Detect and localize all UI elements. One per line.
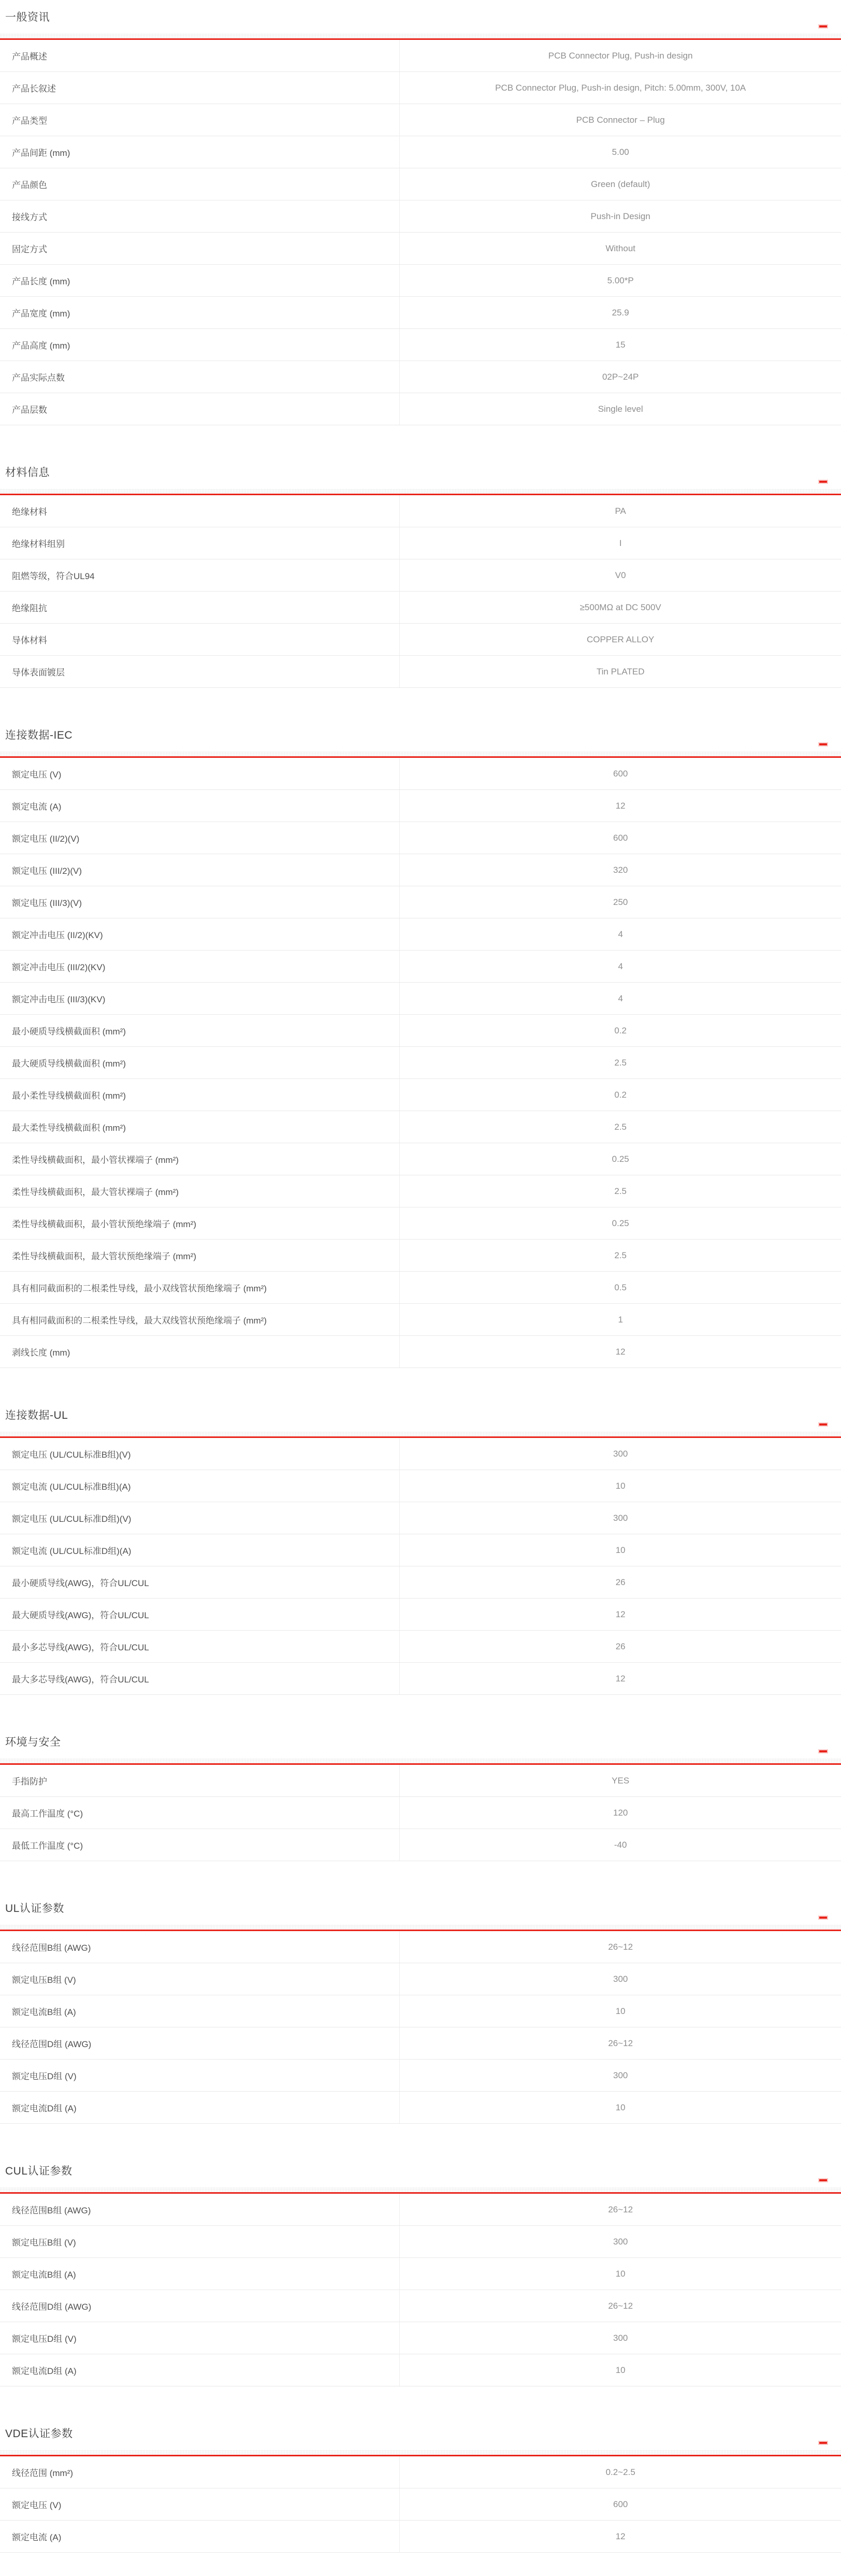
section-header (0, 1408, 841, 1423)
row-label: 产品长叙述 (12, 84, 56, 94)
row-label: 最小硬质导线(AWG)，符合UL/CUL (12, 1578, 149, 1588)
row-value: Push-in Design (399, 200, 841, 232)
section-header (0, 728, 841, 743)
row-label: 产品颜色 (12, 180, 47, 190)
row-value: 2.5 (399, 1047, 841, 1078)
row-label: 额定电流 (A) (12, 2532, 62, 2542)
row-value: 0.25 (399, 1143, 841, 1175)
table-row (0, 656, 841, 688)
row-label: 具有相同截面积的二根柔性导线，最大双线管状预绝缘端子 (mm²) (12, 1316, 267, 1326)
row-value: I (399, 527, 841, 559)
table-row (0, 624, 841, 656)
table-row (0, 822, 841, 854)
row-value: 120 (399, 1797, 841, 1829)
table-row (0, 393, 841, 425)
table-row (0, 2354, 841, 2386)
stripe-band (0, 2450, 841, 2455)
row-value: 600 (399, 758, 841, 789)
row-label: 线径范围B组 (AWG) (12, 2206, 91, 2215)
table-row (0, 758, 841, 790)
table-row (0, 200, 841, 233)
row-value: 250 (399, 886, 841, 918)
row-label: 固定方式 (12, 244, 47, 254)
row-label: 额定电压 (III/3)(V) (12, 898, 82, 908)
table-row (0, 1015, 841, 1047)
row-label: 额定电压 (V) (12, 770, 62, 780)
row-value: 5.00 (399, 136, 841, 168)
table-row (0, 1502, 841, 1534)
row-label: 产品层数 (12, 405, 47, 415)
row-value: 320 (399, 854, 841, 886)
row-label: 额定电流B组 (A) (12, 2007, 76, 2017)
table-row (0, 495, 841, 527)
table-row (0, 1175, 841, 1207)
row-label: 最大硬质导线(AWG)，符合UL/CUL (12, 1610, 149, 1620)
row-value: 10 (399, 1470, 841, 1502)
row-value: PCB Connector – Plug (399, 104, 841, 136)
table-row (0, 2521, 841, 2553)
row-label: 额定电压 (V) (12, 2500, 62, 2510)
spec-section (0, 1902, 841, 2124)
table-row (0, 1995, 841, 2027)
table-row (0, 854, 841, 886)
row-value: 12 (399, 1599, 841, 1630)
row-label: 额定电流D组 (A) (12, 2366, 77, 2376)
table-row (0, 1566, 841, 1599)
collapse-minus-icon[interactable] (819, 1750, 827, 1752)
row-value: -40 (399, 1829, 841, 1861)
table-row (0, 2258, 841, 2290)
row-value: 10 (399, 1534, 841, 1566)
spec-section (0, 1408, 841, 1695)
row-value: YES (399, 1765, 841, 1796)
collapse-minus-icon[interactable] (819, 2179, 827, 2181)
table-row (0, 886, 841, 918)
collapse-minus-icon[interactable] (819, 25, 827, 27)
table-row (0, 592, 841, 624)
table-row (0, 136, 841, 168)
row-value: 4 (399, 983, 841, 1014)
row-value: 300 (399, 1963, 841, 1995)
row-label: 额定电压 (II/2)(V) (12, 834, 80, 844)
row-value: 10 (399, 1995, 841, 2027)
table-row (0, 1438, 841, 1470)
row-label: 额定电压D组 (V) (12, 2071, 77, 2081)
table-row (0, 297, 841, 329)
table-row (0, 2488, 841, 2521)
spec-table (0, 2455, 841, 2553)
table-row (0, 1829, 841, 1861)
row-label: 额定电压B组 (V) (12, 2238, 76, 2248)
stripe-band (0, 1432, 841, 1436)
table-row (0, 233, 841, 265)
row-label: 绝缘材料组别 (12, 539, 65, 549)
row-label: 额定电流D组 (A) (12, 2104, 77, 2113)
row-label: 最大多芯导线(AWG)，符合UL/CUL (12, 1675, 149, 1685)
row-label: 额定电压B组 (V) (12, 1975, 76, 1985)
table-row (0, 1534, 841, 1566)
stripe-band (0, 1925, 841, 1930)
row-label: 手指防护 (12, 1777, 47, 1787)
row-value: 2.5 (399, 1240, 841, 1271)
row-value: 26 (399, 1566, 841, 1598)
table-row (0, 2322, 841, 2354)
section-title: CUL认证参数 (5, 2165, 72, 2177)
row-label: 具有相同截面积的二根柔性导线，最小双线管状预绝缘端子 (mm²) (12, 1284, 267, 1293)
table-row (0, 1079, 841, 1111)
table-row (0, 1663, 841, 1695)
table-row (0, 2456, 841, 2488)
row-label: 柔性导线横截面积，最小管状裸端子 (mm²) (12, 1155, 179, 1165)
spec-table (0, 756, 841, 1368)
section-header (0, 1902, 841, 1916)
row-label: 导体表面镀层 (12, 668, 65, 678)
spec-table (0, 494, 841, 688)
row-value: Green (default) (399, 168, 841, 200)
row-label: 最小多芯导线(AWG)，符合UL/CUL (12, 1643, 149, 1652)
row-value: 26~12 (399, 2027, 841, 2059)
table-row (0, 1631, 841, 1663)
collapse-minus-icon[interactable] (819, 481, 827, 483)
section-header (0, 2164, 841, 2179)
row-label: 柔性导线横截面积，最小管状预绝缘端子 (mm²) (12, 1219, 197, 1229)
row-value: V0 (399, 559, 841, 591)
stripe-band (0, 2188, 841, 2192)
section-title: 一般资讯 (5, 11, 50, 23)
table-row (0, 1047, 841, 1079)
table-row (0, 1470, 841, 1502)
row-value: 26 (399, 1631, 841, 1662)
row-label: 额定电压 (UL/CUL标准B组)(V) (12, 1450, 131, 1460)
section-title: 连接数据-IEC (5, 729, 72, 741)
table-row (0, 2194, 841, 2226)
row-value: 2.5 (399, 1111, 841, 1143)
row-label: 最高工作温度 (°C) (12, 1809, 83, 1819)
row-value: Tin PLATED (399, 656, 841, 687)
table-row (0, 2060, 841, 2092)
stripe-band (0, 34, 841, 38)
row-value: 0.2~2.5 (399, 2456, 841, 2488)
table-row (0, 1207, 841, 1240)
table-row (0, 1599, 841, 1631)
row-value: 600 (399, 822, 841, 854)
collapse-minus-icon[interactable] (819, 1917, 827, 1919)
table-row (0, 1304, 841, 1336)
table-row (0, 1963, 841, 1995)
stripe-band (0, 489, 841, 494)
row-value: 0.2 (399, 1015, 841, 1046)
row-value: 300 (399, 1502, 841, 1534)
row-label: 额定电流 (UL/CUL标准D组)(A) (12, 1546, 132, 1556)
table-row (0, 2290, 841, 2322)
spec-table (0, 1930, 841, 2124)
row-label: 最低工作温度 (°C) (12, 1841, 83, 1851)
row-value: 10 (399, 2092, 841, 2123)
row-label: 产品间距 (mm) (12, 148, 70, 158)
row-value: 26~12 (399, 2290, 841, 2322)
row-value: 12 (399, 1336, 841, 1368)
stripe-band (0, 1759, 841, 1763)
spec-table (0, 2192, 841, 2386)
section-title: VDE认证参数 (5, 2428, 73, 2440)
row-label: 产品概述 (12, 52, 47, 62)
table-row (0, 559, 841, 592)
row-value: 4 (399, 918, 841, 950)
row-value: 25.9 (399, 297, 841, 328)
table-row (0, 72, 841, 104)
row-value: 1 (399, 1304, 841, 1335)
table-row (0, 951, 841, 983)
spec-section (0, 2427, 841, 2553)
row-value: 300 (399, 2226, 841, 2257)
row-label: 产品长度 (mm) (12, 277, 70, 286)
row-value: COPPER ALLOY (399, 624, 841, 655)
table-row (0, 2092, 841, 2124)
row-value: 12 (399, 1663, 841, 1694)
row-value: 02P~24P (399, 361, 841, 393)
row-value: 0.5 (399, 1272, 841, 1303)
table-row (0, 361, 841, 393)
row-label: 额定电压 (UL/CUL标准D组)(V) (12, 1514, 132, 1524)
row-value: Single level (399, 393, 841, 425)
row-value: 26~12 (399, 1931, 841, 1963)
stripe-band (0, 752, 841, 756)
row-label: 最大硬质导线横截面积 (mm²) (12, 1059, 126, 1069)
row-value: Without (399, 233, 841, 264)
row-value: 12 (399, 2521, 841, 2552)
row-label: 最小柔性导线横截面积 (mm²) (12, 1091, 126, 1101)
spec-table (0, 38, 841, 425)
section-title: 材料信息 (5, 467, 50, 479)
table-row (0, 1336, 841, 1368)
row-label: 导体材料 (12, 636, 47, 645)
section-header (0, 466, 841, 480)
table-row (0, 265, 841, 297)
table-row (0, 1111, 841, 1143)
row-label: 额定电压 (III/2)(V) (12, 866, 82, 876)
row-value: 26~12 (399, 2194, 841, 2225)
row-value: PCB Connector Plug, Push-in design (399, 40, 841, 71)
row-label: 额定冲击电压 (II/2)(KV) (12, 930, 103, 940)
table-row (0, 1931, 841, 1963)
table-row (0, 2226, 841, 2258)
row-label: 额定电流 (A) (12, 802, 62, 812)
collapse-minus-icon[interactable] (819, 1423, 827, 1426)
collapse-minus-icon[interactable] (819, 743, 827, 745)
spec-sections (0, 10, 841, 2553)
row-value: 10 (399, 2354, 841, 2386)
row-label: 额定电流B组 (A) (12, 2270, 76, 2280)
table-row (0, 1797, 841, 1829)
row-label: 线径范围B组 (AWG) (12, 1943, 91, 1953)
row-value: 300 (399, 1438, 841, 1470)
table-row (0, 1240, 841, 1272)
table-row (0, 1143, 841, 1175)
row-label: 线径范围D组 (AWG) (12, 2302, 92, 2312)
table-row (0, 527, 841, 559)
table-row (0, 104, 841, 136)
row-label: 线径范围 (mm²) (12, 2468, 74, 2478)
row-label: 剥线长度 (mm) (12, 1348, 70, 1358)
row-value: 300 (399, 2322, 841, 2354)
section-header (0, 10, 841, 25)
section-header (0, 2427, 841, 2441)
table-row (0, 40, 841, 72)
row-label: 线径范围D组 (AWG) (12, 2039, 92, 2049)
row-value: 0.2 (399, 1079, 841, 1111)
row-value: 300 (399, 2060, 841, 2091)
table-row (0, 329, 841, 361)
row-value: 2.5 (399, 1175, 841, 1207)
row-value: PCB Connector Plug, Push-in design, Pitch: 5.00mm, 300V, 10A (399, 72, 841, 104)
row-value: ≥500MΩ at DC 500V (399, 592, 841, 623)
spec-table (0, 1763, 841, 1861)
table-row (0, 1765, 841, 1797)
spec-section (0, 728, 841, 1368)
row-value: 10 (399, 2258, 841, 2290)
row-label: 最大柔性导线横截面积 (mm²) (12, 1123, 126, 1133)
section-title: 连接数据-UL (5, 1409, 68, 1421)
row-label: 产品高度 (mm) (12, 341, 70, 351)
row-label: 额定冲击电压 (III/3)(KV) (12, 995, 106, 1004)
row-value: 600 (399, 2488, 841, 2520)
section-title: 环境与安全 (5, 1736, 61, 1748)
row-value: 5.00*P (399, 265, 841, 296)
row-label: 额定电压D组 (V) (12, 2334, 77, 2344)
row-label: 接线方式 (12, 212, 47, 222)
row-label: 额定电流 (UL/CUL标准B组)(A) (12, 1482, 131, 1492)
row-label: 产品类型 (12, 116, 47, 126)
row-label: 柔性导线横截面积，最大管状预绝缘端子 (mm²) (12, 1251, 197, 1261)
spec-table (0, 1436, 841, 1695)
row-value: 15 (399, 329, 841, 361)
table-row (0, 1272, 841, 1304)
spec-section (0, 1735, 841, 1861)
section-title: UL认证参数 (5, 1903, 64, 1915)
row-label: 阻燃等级，符合UL94 (12, 571, 95, 581)
section-header (0, 1735, 841, 1750)
row-label: 产品宽度 (mm) (12, 309, 70, 319)
row-value: 4 (399, 951, 841, 982)
spec-section (0, 466, 841, 688)
row-label: 柔性导线横截面积，最大管状裸端子 (mm²) (12, 1187, 179, 1197)
table-row (0, 168, 841, 200)
row-label: 最小硬质导线横截面积 (mm²) (12, 1027, 126, 1037)
row-label: 产品实际点数 (12, 373, 65, 383)
row-value: PA (399, 495, 841, 527)
spec-section (0, 10, 841, 425)
table-row (0, 790, 841, 822)
table-row (0, 2027, 841, 2060)
row-value: 0.25 (399, 1207, 841, 1239)
row-label: 绝缘材料 (12, 507, 47, 517)
table-row (0, 983, 841, 1015)
row-label: 绝缘阻抗 (12, 603, 47, 613)
table-row (0, 918, 841, 951)
row-value: 12 (399, 790, 841, 822)
collapse-minus-icon[interactable] (819, 2442, 827, 2444)
row-label: 额定冲击电压 (III/2)(KV) (12, 962, 106, 972)
spec-section (0, 2164, 841, 2386)
